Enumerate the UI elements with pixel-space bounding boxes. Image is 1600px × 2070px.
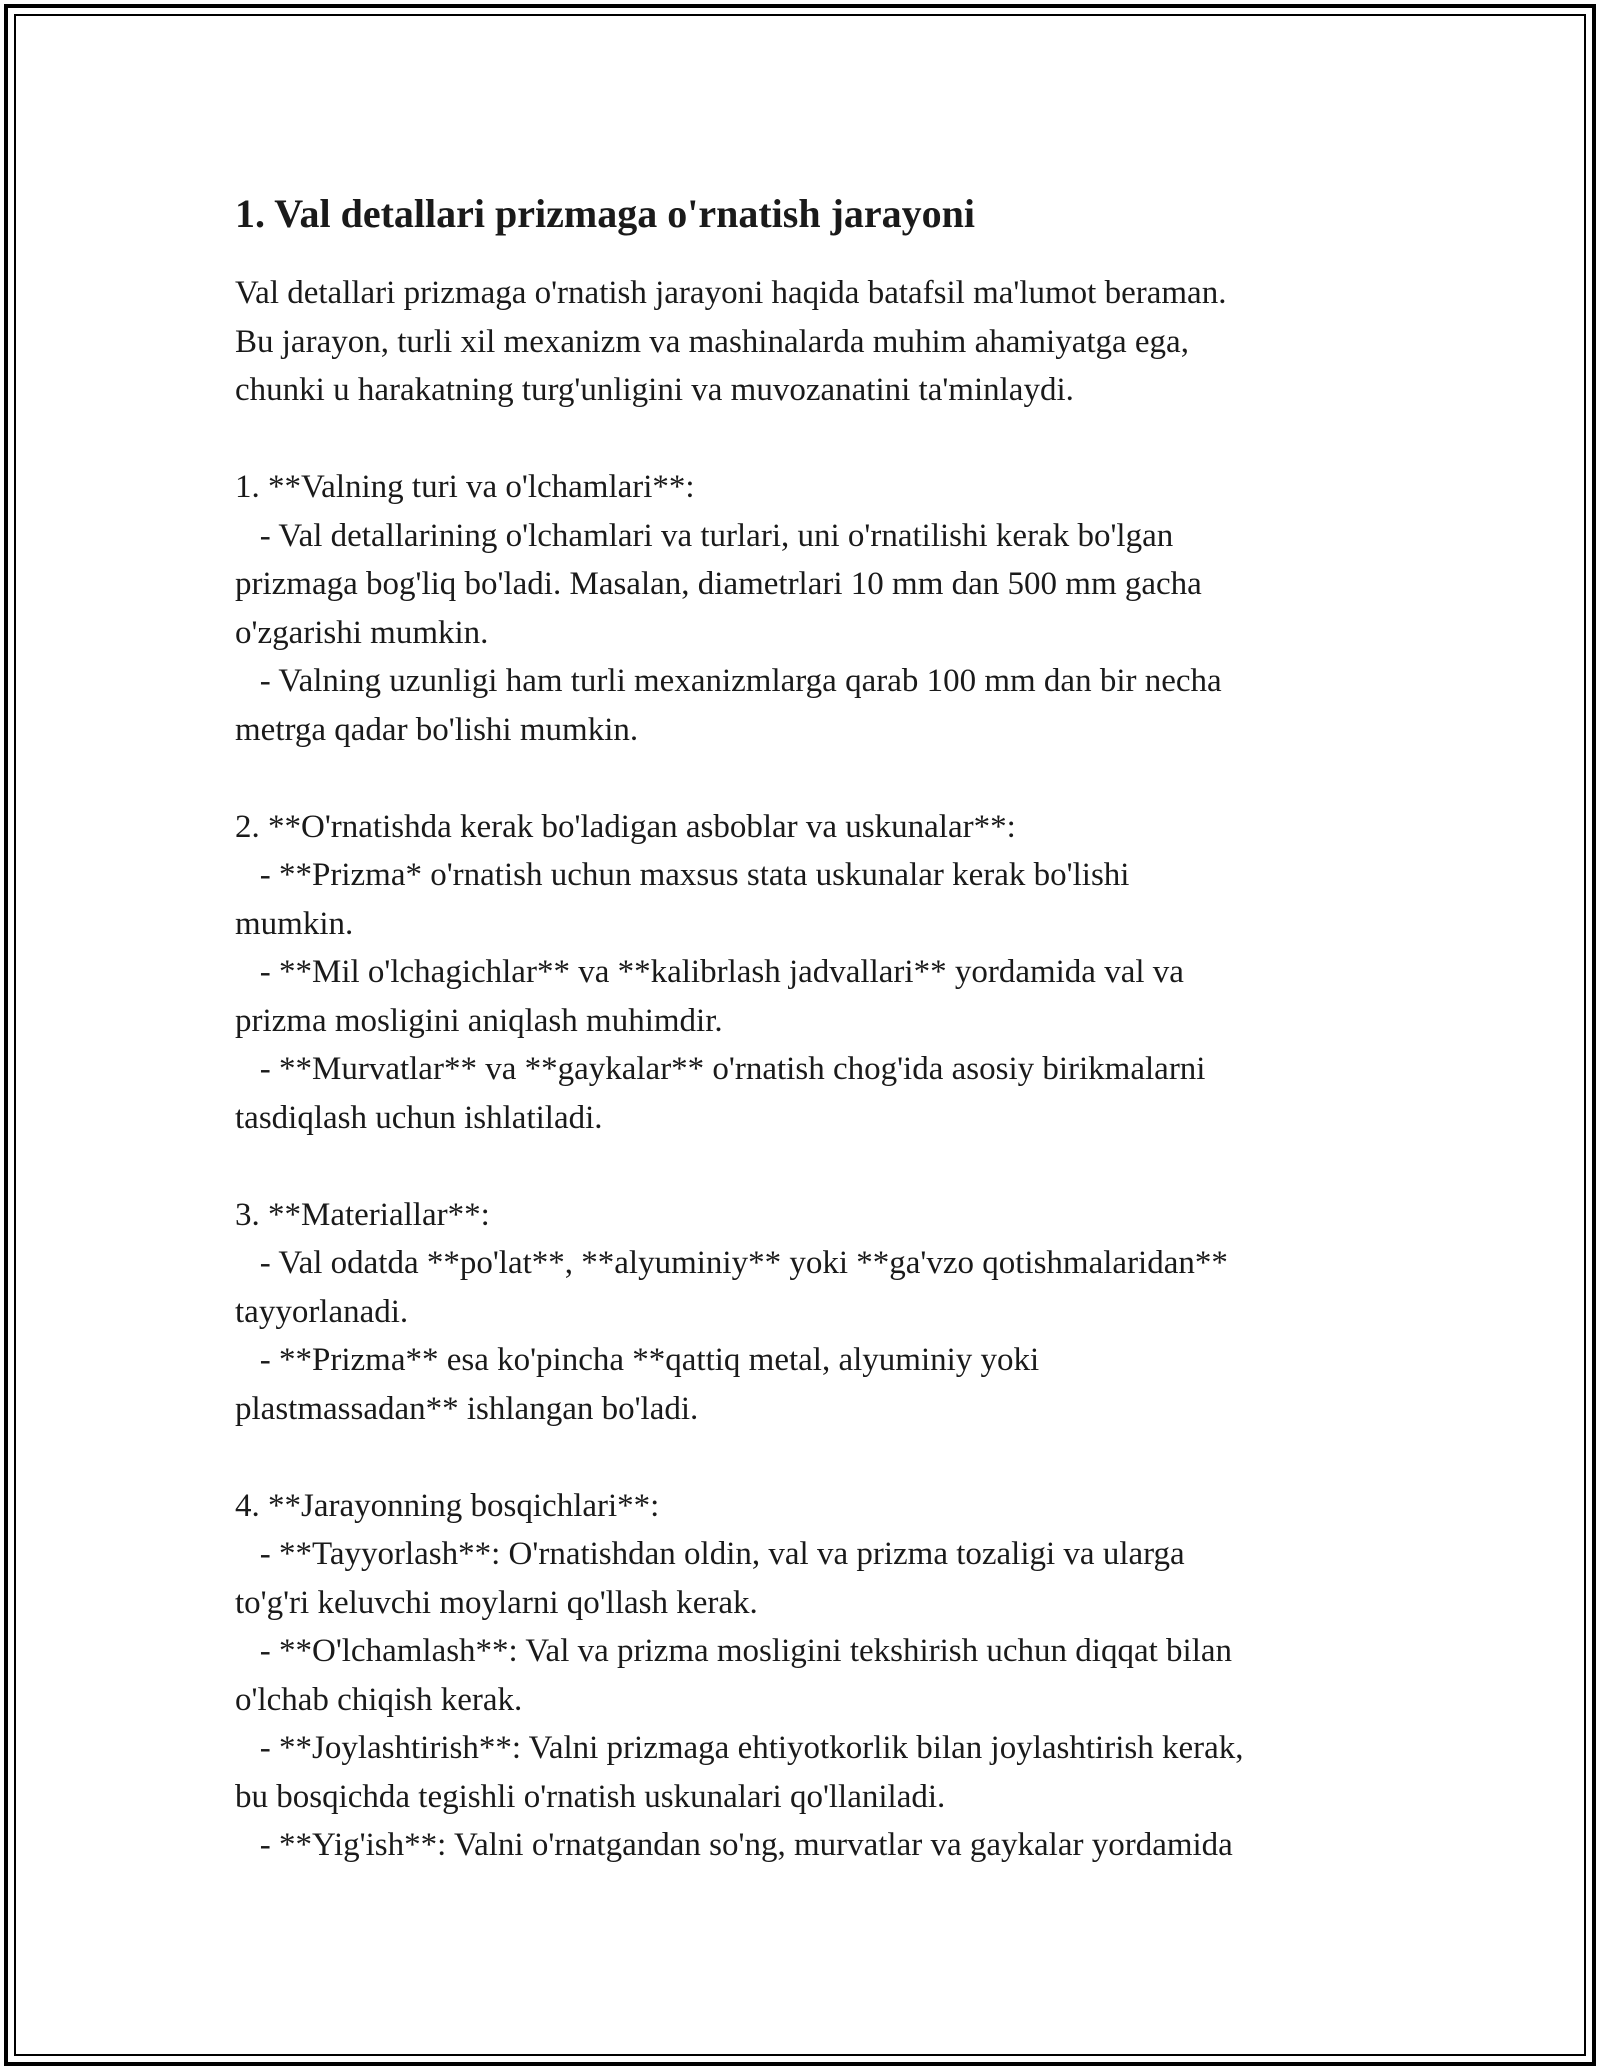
text-line: 4. **Jarayonning bosqichlari**:	[235, 1487, 660, 1524]
text-line: o'lchab chiqish kerak.	[235, 1681, 523, 1718]
text-line: - Valning uzunligi ham turli mexanizmlarga qarab 100 mm dan bir necha	[235, 663, 1222, 699]
text-line: tayyorlanadi.	[235, 1293, 409, 1330]
text-line: 3. **Materiallar**:	[235, 1196, 490, 1233]
text-line: - **Murvatlar** va **gaykalar** o'rnatish chog'ida asosiy birikmalarni	[235, 1051, 1206, 1087]
text-line: 2. **O'rnatishda kerak bo'ladigan asboblar va uskunalar**:	[235, 808, 1016, 845]
blank-line	[235, 1142, 1395, 1191]
blank-line	[235, 1433, 1395, 1482]
text-line: Val detallari prizmaga o'rnatish jarayoni haqida batafsil ma'lumot beraman.	[235, 275, 1227, 311]
text-line: - **Yig'ish**: Valni o'rnatgandan so'ng, murvatlar va gaykalar yordamida	[235, 1827, 1233, 1863]
text-line: o'zgarishi mumkin.	[235, 614, 489, 651]
blank-line	[235, 754, 1395, 803]
text-line: - Val detallarining o'lchamlari va turlari, uni o'rnatilishi kerak bo'lgan	[235, 517, 1174, 554]
text-line: 1. **Valning turi va o'lchamlari**:	[235, 469, 695, 505]
text-line: - Val odatda **po'lat**, **alyuminiy** yoki **ga'vzo qotishmalaridan**	[235, 1245, 1228, 1281]
text-line: - **O'lchamlash**: Val va prizma mosligini tekshirish uchun diqqat bilan	[235, 1633, 1233, 1669]
blank-line	[235, 415, 1395, 464]
text-line: bu bosqichda tegishli o'rnatish uskunalari qo'llaniladi.	[235, 1778, 946, 1815]
text-line: - **Tayyorlash**: O'rnatishdan oldin, val va prizma tozaligi va ularga	[235, 1536, 1185, 1572]
text-line: prizmaga bog'liq bo'ladi. Masalan, diametrlari 10 mm dan 500 mm gacha	[235, 566, 1202, 602]
document-title: 1. Val detallari prizmaga o'rnatish jarayoni	[235, 191, 975, 236]
document-body	[235, 269, 1395, 1870]
text-line: - **Mil o'lchagichlar** va **kalibrlash jadvallari** yordamida val va	[235, 954, 1184, 990]
document-page	[235, 185, 1395, 1870]
text-line: metrga qadar bo'lishi mumkin.	[235, 711, 639, 748]
text-line: prizma mosligini aniqlash muhimdir.	[235, 1002, 723, 1039]
text-line: - **Prizma** esa ko'pincha **qattiq metal, alyuminiy yoki	[235, 1342, 1040, 1378]
text-line: tasdiqlash uchun ishlatiladi.	[235, 1099, 603, 1136]
text-line: - **Prizma* o'rnatish uchun maxsus stata uskunalar kerak bo'lishi	[235, 857, 1130, 893]
text-line: mumkin.	[235, 905, 354, 942]
text-line: to'g'ri keluvchi moylarni qo'llash kerak.	[235, 1584, 758, 1621]
text-line: Bu jarayon, turli xil mexanizm va mashinalarda muhim ahamiyatga ega,	[235, 323, 1189, 360]
text-line: chunki u harakatning turg'unligini va muvozanatini ta'minlaydi.	[235, 372, 1074, 408]
text-line: plastmassadan** ishlangan bo'ladi.	[235, 1390, 699, 1427]
text-line: - **Joylashtirish**: Valni prizmaga ehtiyotkorlik bilan joylashtirish kerak,	[235, 1730, 1244, 1766]
